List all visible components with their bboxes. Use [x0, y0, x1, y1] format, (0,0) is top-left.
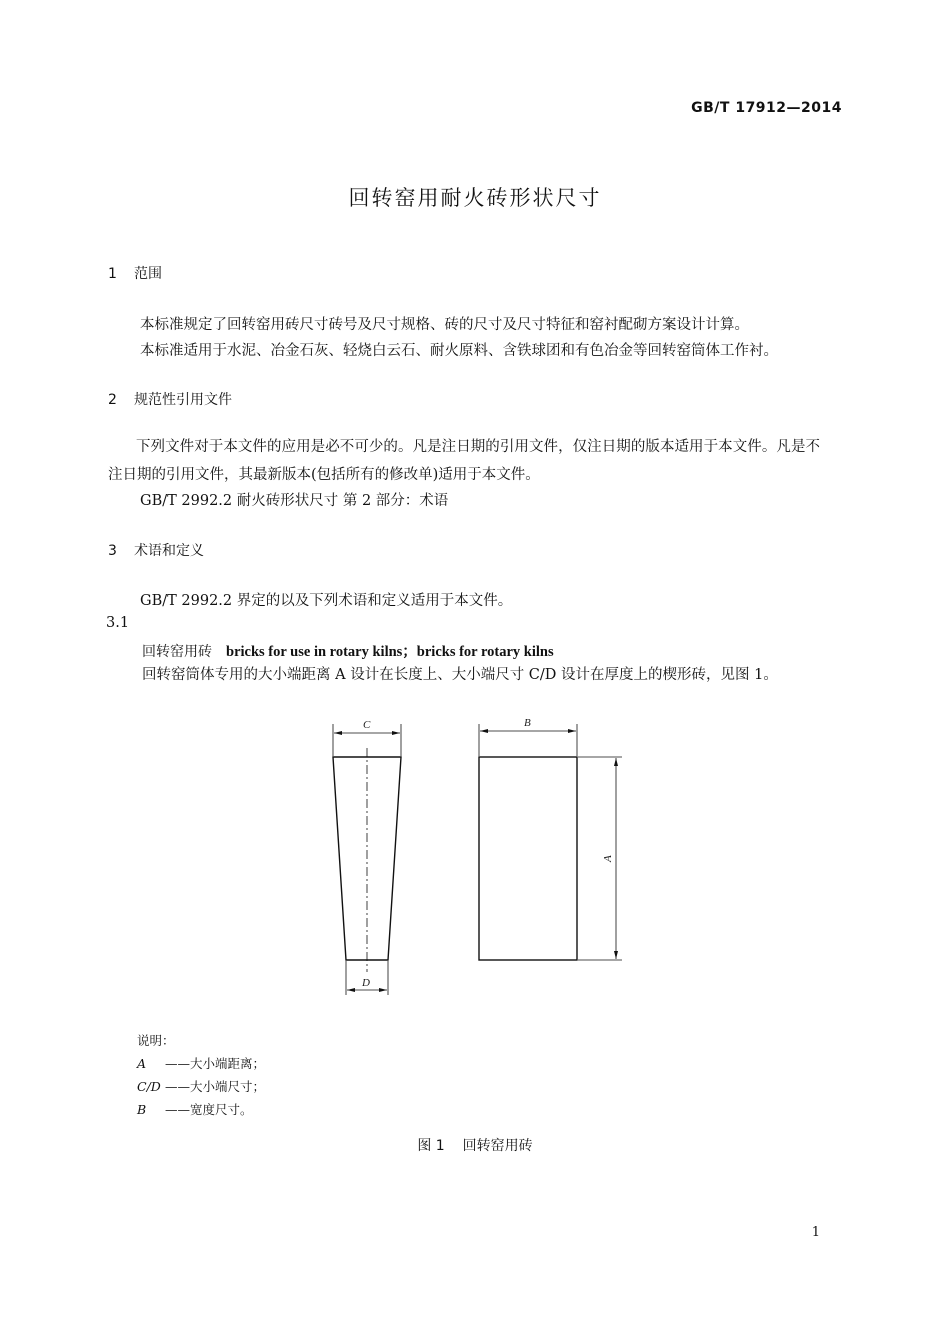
c-arrow-right	[392, 731, 400, 735]
section-2-heading	[108, 389, 232, 409]
term-definition: 回转窑筒体专用的大小端距离 A 设计在长度上、大小端尺寸 C/D 设计在厚度上的楔形砖，见图 1。	[142, 667, 778, 683]
section-3-intro: GB/T 2992.2 界定的以及下列术语和定义适用于本文件。	[140, 593, 513, 609]
section-2-number: 2	[108, 392, 117, 408]
subsection-3-1-number: 3.1	[106, 615, 130, 631]
figure-caption	[0, 1135, 950, 1155]
dim-label-c: C	[363, 719, 371, 731]
legend-item	[137, 1100, 253, 1118]
section-2-reference: GB/T 2992.2 耐火砖形状尺寸 第 2 部分：术语	[140, 493, 449, 509]
dim-label-a: A	[602, 855, 614, 862]
b-arrow-left	[480, 729, 488, 733]
legend-text: ——大小端尺寸；	[165, 1079, 266, 1094]
section-2-paragraph: 下列文件对于本文件的应用是必不可少的。凡是注日期的引用文件，仅注日期的版本适用于本文件。凡是不注日期的引用文件，其最新版本(包括所有的修改单)适用于本文件。	[108, 439, 820, 483]
section-2-title: 规范性引用文件	[134, 392, 232, 408]
section-3-number: 3	[108, 543, 117, 559]
figure-caption-number: 图 1	[417, 1138, 445, 1154]
dim-label-b: B	[524, 717, 531, 729]
d-arrow-left	[347, 988, 355, 992]
standard-code: GB/T 17912—2014	[691, 100, 842, 116]
term-english: bricks for use in rotary kilns；bricks for rotary kilns	[226, 644, 554, 660]
legend-title: 说明：	[137, 1033, 175, 1048]
legend-symbol: C/D	[137, 1079, 161, 1094]
page-number: 1	[811, 1225, 820, 1240]
figure-1-drawing	[320, 710, 640, 1000]
legend-symbol: A	[137, 1056, 147, 1071]
legend-symbol: B	[137, 1102, 147, 1117]
term-line	[142, 640, 554, 661]
legend-text: ——大小端距离；	[165, 1056, 266, 1071]
legend-item	[137, 1077, 265, 1095]
legend-text: ——宽度尺寸。	[165, 1102, 253, 1117]
figure-caption-title: 回转窑用砖	[462, 1138, 533, 1154]
section-1-heading	[108, 263, 162, 283]
b-arrow-right	[568, 729, 576, 733]
section-1-paragraph-1: 本标准规定了回转窑用砖尺寸砖号及尺寸规格、砖的尺寸及尺寸特征和窑衬配砌方案设计计算。	[140, 317, 749, 333]
term-chinese: 回转窑用砖	[142, 644, 212, 660]
a-arrow-top	[614, 758, 618, 766]
document-title: 回转窑用耐火砖形状尺寸	[348, 186, 602, 210]
section-3-title: 术语和定义	[134, 543, 204, 559]
d-arrow-right	[379, 988, 387, 992]
legend-item	[137, 1054, 265, 1072]
a-arrow-bottom	[614, 951, 618, 959]
rect-brick-outline	[479, 757, 577, 960]
section-1-number: 1	[108, 266, 117, 282]
section-3-heading	[108, 540, 204, 560]
dim-label-d: D	[362, 977, 370, 989]
c-arrow-left	[334, 731, 342, 735]
section-1-title: 范围	[134, 266, 162, 282]
section-1-paragraph-2: 本标准适用于水泥、冶金石灰、轻烧白云石、耐火原料、含铁球团和有色冶金等回转窑筒体工作衬。	[140, 343, 778, 359]
